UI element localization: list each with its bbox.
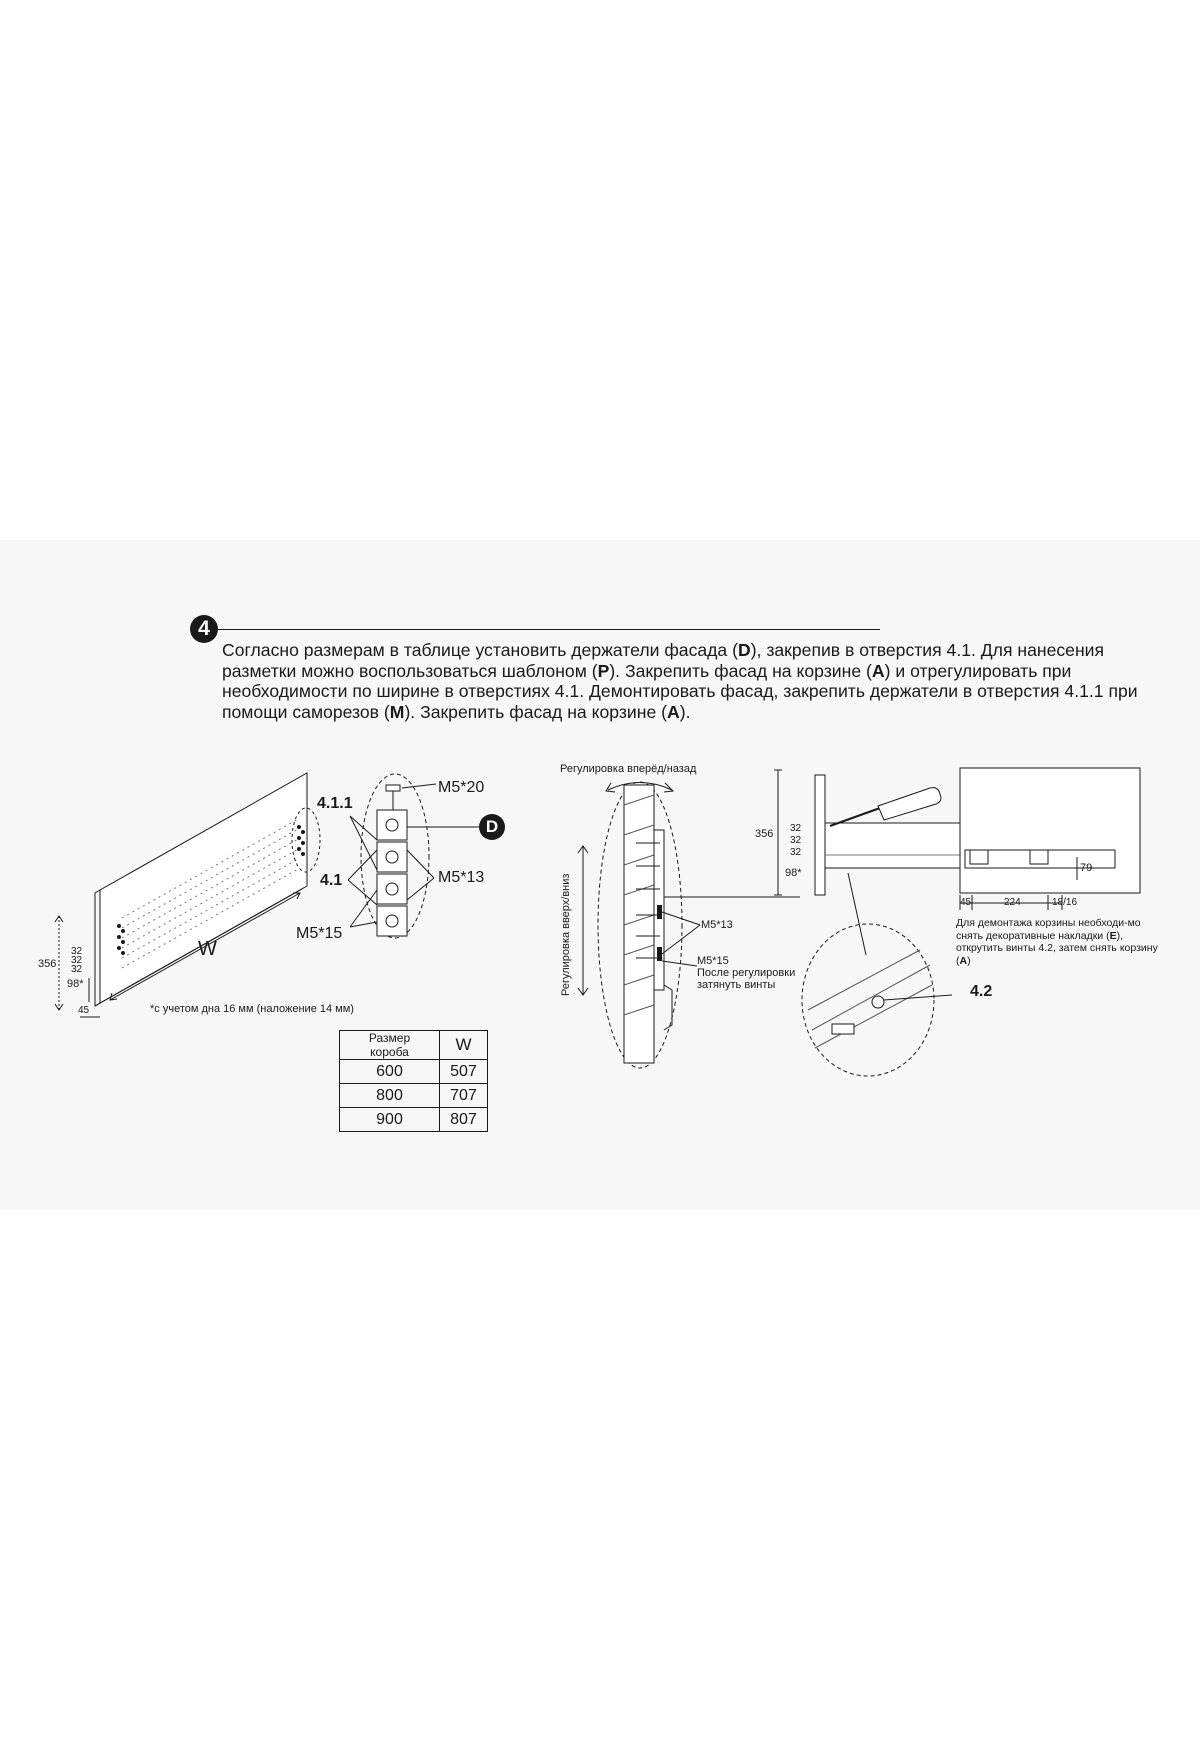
table-header-w: W [440, 1031, 488, 1060]
note-text-run: ), открутить винты 4.2, затем снять корзину ( [956, 929, 1158, 967]
adjust-screw-m5-15-label: M5*15 [697, 955, 729, 967]
basket-bottom-dim: 98* [785, 867, 802, 879]
instruction-text-run: ). Закрепить фасад на корзине ( [609, 660, 872, 681]
table-header-box-size: Размер короба [340, 1031, 440, 1060]
instruction-text-run: ). Закрепить фасад на корзине ( [404, 701, 668, 722]
basket-bottom-dim-224: 224 [1004, 897, 1021, 908]
instruction-text-run: P [597, 660, 610, 681]
basket-removal-note [956, 917, 1166, 967]
table-cell: 600 [340, 1060, 440, 1084]
box-size-table [339, 1030, 488, 1132]
adjust-fwd-back-label: Регулировка вперёд/назад [560, 763, 697, 775]
note-text-run: Для демонтажа корзины необходи-мо снять декоративные накладки ( [956, 917, 1141, 942]
table-cell: 707 [440, 1084, 488, 1108]
table-cell: 807 [440, 1108, 488, 1132]
facade-spacing-dim-2: 32 [71, 955, 83, 966]
hole-label-4-1-1: 4.1.1 [317, 795, 353, 812]
basket-height-dim: 356 [755, 828, 774, 840]
facade-side-dim: 45 [78, 1005, 90, 1016]
holder-d-badge: D [479, 814, 505, 840]
instruction-text-run: ). [679, 701, 691, 722]
instruction-text-run: ), закрепив в отверстия 4.1. Для нанесения разметки можно воспользоваться шаблоном ( [222, 640, 1105, 681]
instruction-text-run: ) и отрегулировать при необходимости по ширине в отверстиях 4.1. Демонтировать фасад, закрепить держатели в отверстия 4.1.1 при помощи саморезов ( [222, 660, 1138, 722]
screw-callout-4-2: 4.2 [970, 983, 993, 1000]
instruction-text-run: M [389, 701, 405, 722]
instruction-text-run: A [667, 701, 680, 722]
step-number-badge: 4 [190, 615, 218, 643]
adjust-detail-drawing [578, 782, 800, 1068]
table-row [340, 1108, 488, 1132]
facade-spacing-dim-3: 32 [71, 964, 83, 975]
facade-height-dim: 356 [38, 958, 57, 970]
instruction-text-run: D [737, 640, 751, 660]
facade-spacing-dim-1: 32 [71, 946, 83, 957]
screw-m5-13-label: M5*13 [438, 869, 485, 886]
facade-width-label: W [198, 938, 217, 960]
table-row [340, 1060, 488, 1084]
basket-bottom-dim-45: 45 [960, 897, 972, 908]
screw-m5-15-label: M5*15 [296, 925, 343, 942]
adjust-screw-m5-13-label: M5*13 [701, 919, 733, 931]
basket-bottom-dim-18-16: 18/16 [1052, 897, 1078, 908]
basket-spacing-dim-1: 32 [790, 823, 802, 834]
note-text-run: E [1109, 929, 1117, 942]
holder-detail-drawing [348, 774, 480, 938]
facade-footnote: *с учетом дна 16 мм (наложение 14 мм) [150, 1003, 354, 1015]
instruction-text-run: A [871, 660, 885, 681]
facade-panel-drawing [55, 773, 320, 1017]
basket-spacing-dim-2: 32 [790, 835, 802, 846]
table-cell: 900 [340, 1108, 440, 1132]
instruction-text-run: Согласно размерам в таблице установить держатели фасада ( [222, 640, 738, 660]
table-row [340, 1084, 488, 1108]
note-text-run: A [959, 954, 968, 967]
table-cell: 800 [340, 1084, 440, 1108]
basket-right-dim: 79 [1080, 862, 1093, 874]
adjust-after-note: После регулировки затянуть винты [697, 967, 796, 991]
note-text-run: ) [967, 954, 971, 967]
basket-spacing-dim-3: 32 [790, 847, 802, 858]
adjust-up-down-label: Регулировка вверх/вниз [560, 873, 572, 996]
table-cell: 507 [440, 1060, 488, 1084]
facade-bottom-dim: 98* [67, 978, 84, 990]
hole-label-4-1: 4.1 [320, 872, 343, 889]
screw-m5-20-label: M5*20 [438, 779, 485, 796]
